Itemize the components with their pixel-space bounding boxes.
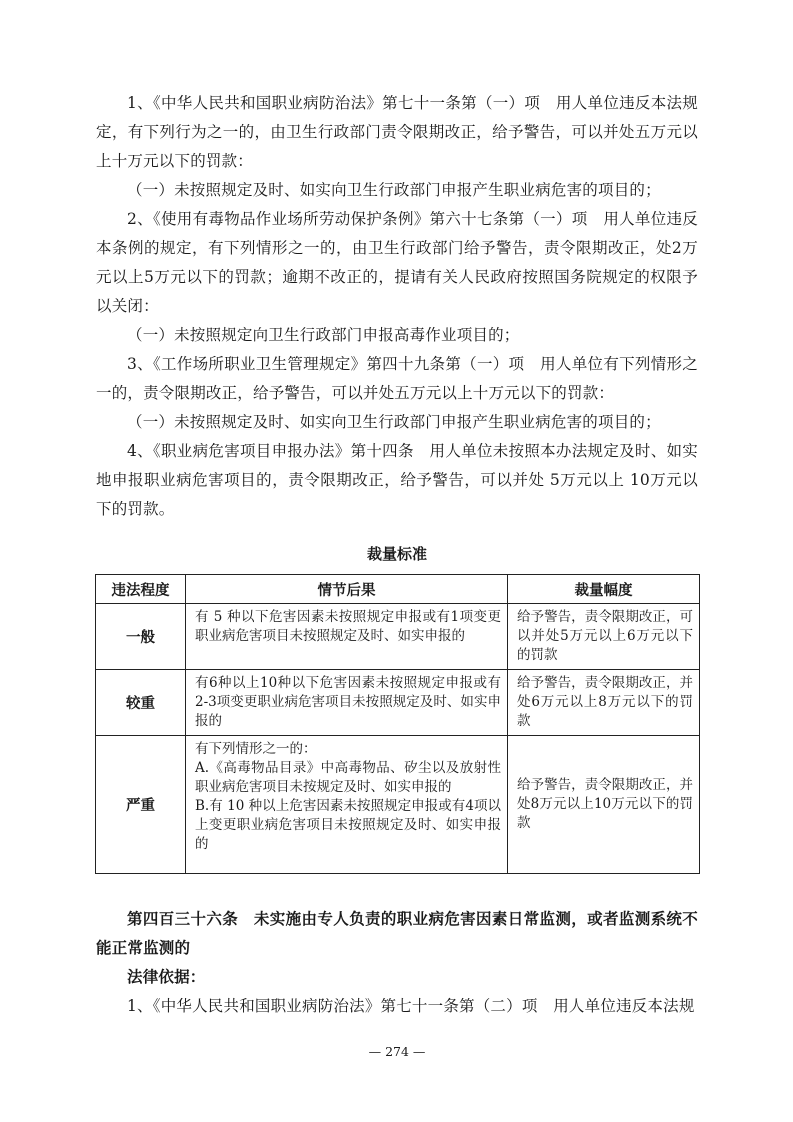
paragraph-article-law-1: 1、《中华人民共和国职业病防治法》第七十一条第（二）项 用人单位违反本法规 [127, 997, 695, 1015]
paragraph-law-4: 4、《职业病危害项目申报办法》第十四条 用人单位未按照本办法规定及时、如实地申报职业病危害项目的，责令限期改正，给予警告，可以并处 5万元以上 10万元以下的罚款。 [96, 442, 698, 518]
table-row [96, 604, 700, 670]
header-level: 违法程度 [96, 575, 186, 604]
table-row [96, 736, 700, 874]
row-penalty: 给予警告，责令限期改正，并处6万元以上8万元以下的罚款 [508, 670, 700, 736]
paragraph-law-2-item-1: （一）未按照规定向卫生行政部门申报高毒作业项目的； [127, 326, 520, 344]
paragraph-law-3: 3、《工作场所职业卫生管理规定》第四十九条第（一）项 用人单位有下列情形之一的，责令限期改正，给予警告，可以并处五万元以上十万元以下的罚款： [96, 355, 698, 402]
row-level: 一般 [96, 604, 186, 670]
discretion-standard-table [95, 574, 700, 874]
page-number: — 274 — [368, 1044, 426, 1059]
paragraph-law-1: 1、《中华人民共和国职业病防治法》第七十一条第（一）项 用人单位违反本法规定，有下列行为之一的，由卫生行政部门责令限期改正，给予警告，可以并处五万元以上十万元以下的罚款： [96, 94, 698, 170]
row-circumstance-intro: 有下列情形之一的： [195, 741, 317, 757]
row-penalty: 给予警告，责令限期改正，并处8万元以上10万元以下的罚款 [508, 736, 700, 874]
table-row [96, 670, 700, 736]
row-circumstance-item-a: A.《高毒物品目录》中高毒物品、矽尘以及放射性职业病危害项目未按规定及时、如实申报的 [195, 760, 501, 795]
row-penalty: 给予警告，责令限期改正，可以并处5万元以上6万元以下的罚款 [508, 604, 700, 670]
legal-basis-label: 法律依据： [127, 968, 206, 986]
article-heading: 第四百三十六条 未实施由专人负责的职业病危害因素日常监测，或者监测系统不能正常监测的 [96, 910, 698, 957]
paragraph-law-3-item-1: （一）未按照规定及时、如实向卫生行政部门申报产生职业病危害的项目的； [127, 413, 661, 431]
header-circumstance: 情节后果 [186, 575, 508, 604]
row-level: 严重 [96, 736, 186, 874]
paragraph-law-2: 2、《使用有毒物品作业场所劳动保护条例》第六十七条第（一）项 用人单位违反本条例的规定，有下列情形之一的，由卫生行政部门给予警告，责令限期改正，处2万元以上5万元以下的罚款；逾期不改正的，提请有关人民政府按照国务院规定的权限予以关闭： [96, 210, 698, 315]
row-circumstance: 有6种以上10种以下危害因素未按照规定申报或有2-3项变更职业病危害项目未按照规定及时、如实申报的 [186, 670, 508, 736]
row-level: 较重 [96, 670, 186, 736]
table-title: 裁量标准 [366, 545, 427, 563]
row-circumstance-item-b: B.有 10 种以上危害因素未按照规定申报或有4项以上变更职业病危害项目未按照规定及时、如实申报的 [195, 798, 501, 852]
table-header-row [96, 575, 700, 604]
row-circumstance [186, 736, 508, 874]
paragraph-law-1-item-1: （一）未按照规定及时、如实向卫生行政部门申报产生职业病危害的项目的； [127, 181, 661, 199]
row-circumstance: 有 5 种以下危害因素未按照规定申报或有1项变更职业病危害项目未按照规定及时、如实申报的 [186, 604, 508, 670]
header-penalty: 裁量幅度 [508, 575, 700, 604]
